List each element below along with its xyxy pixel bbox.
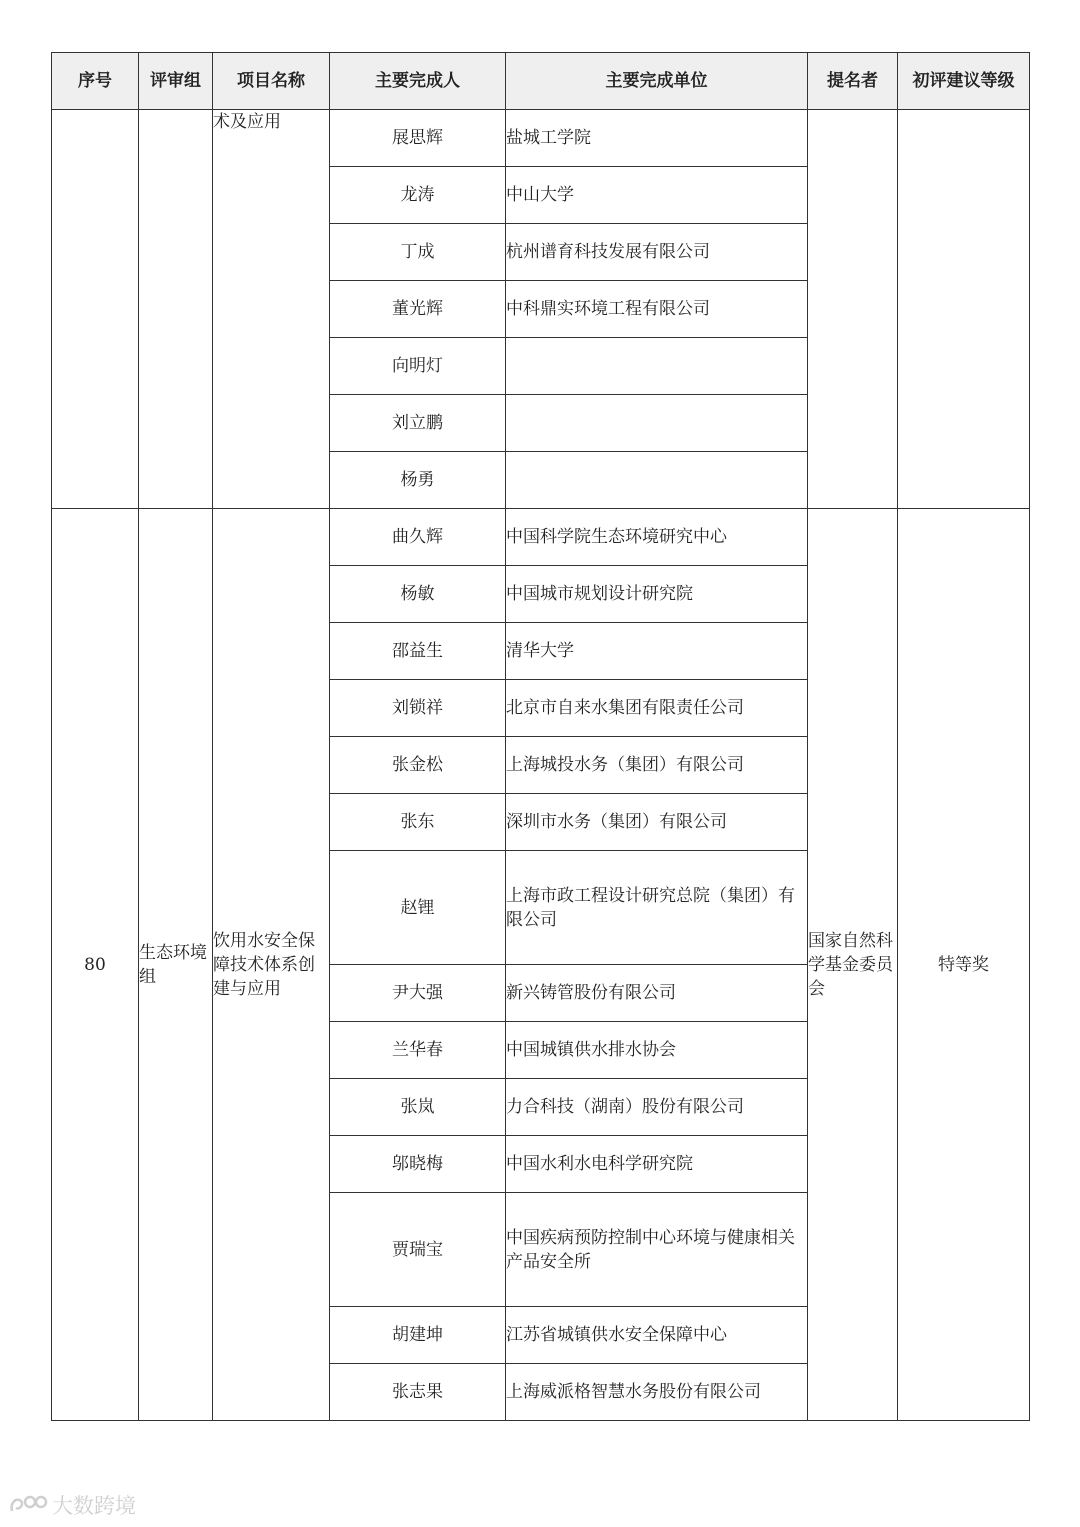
unit-cell: 上海城投水务（集团）有限公司 <box>506 737 808 794</box>
header-unit: 主要完成单位 <box>506 53 808 110</box>
continued-grade-cell <box>898 110 1030 509</box>
entry-group-cell: 生态环境组 <box>139 509 213 1421</box>
header-grade: 初评建议等级 <box>898 53 1030 110</box>
person-cell: 张金松 <box>330 737 506 794</box>
unit-cell <box>506 338 808 395</box>
entry-grade-cell: 特等奖 <box>898 509 1030 1421</box>
person-cell: 杨敏 <box>330 566 506 623</box>
unit-cell: 深圳市水务（集团）有限公司 <box>506 794 808 851</box>
watermark-text: 大数跨境 <box>52 1494 136 1518</box>
watermark <box>8 1490 136 1520</box>
unit-cell: 新兴铸管股份有限公司 <box>506 965 808 1022</box>
unit-cell: 力合科技（湖南）股份有限公司 <box>506 1079 808 1136</box>
header-person: 主要完成人 <box>330 53 506 110</box>
person-cell: 董光辉 <box>330 281 506 338</box>
unit-cell: 清华大学 <box>506 623 808 680</box>
unit-cell: 中国疾病预防控制中心环境与健康相关产品安全所 <box>506 1193 808 1307</box>
entry-project-cell: 饮用水安全保障技术体系创建与应用 <box>213 509 330 1421</box>
unit-cell: 中国城市规划设计研究院 <box>506 566 808 623</box>
continued-nominator-cell <box>808 110 898 509</box>
unit-cell: 杭州谱育科技发展有限公司 <box>506 224 808 281</box>
person-cell: 丁成 <box>330 224 506 281</box>
person-cell: 刘立鹏 <box>330 395 506 452</box>
entry-nominator-cell: 国家自然科学基金委员会 <box>808 509 898 1421</box>
person-cell: 杨勇 <box>330 452 506 509</box>
header-project: 项目名称 <box>213 53 330 110</box>
unit-cell: 上海威派格智慧水务股份有限公司 <box>506 1364 808 1421</box>
unit-cell: 盐城工学院 <box>506 110 808 167</box>
person-cell: 赵锂 <box>330 851 506 965</box>
header-nominator: 提名者 <box>808 53 898 110</box>
table-row <box>52 509 1030 566</box>
person-cell: 尹大强 <box>330 965 506 1022</box>
unit-cell <box>506 395 808 452</box>
continued-project-cell: 术及应用 <box>213 110 330 509</box>
person-cell: 张东 <box>330 794 506 851</box>
unit-cell: 中国城镇供水排水协会 <box>506 1022 808 1079</box>
unit-cell: 中国科学院生态环境研究中心 <box>506 509 808 566</box>
unit-cell <box>506 452 808 509</box>
person-cell: 张岚 <box>330 1079 506 1136</box>
header-no: 序号 <box>52 53 139 110</box>
unit-cell: 中山大学 <box>506 167 808 224</box>
header-group: 评审组 <box>139 53 213 110</box>
person-cell: 邬晓梅 <box>330 1136 506 1193</box>
person-cell: 张志果 <box>330 1364 506 1421</box>
unit-cell: 上海市政工程设计研究总院（集团）有限公司 <box>506 851 808 965</box>
person-cell: 龙涛 <box>330 167 506 224</box>
person-cell: 兰华春 <box>330 1022 506 1079</box>
unit-cell: 北京市自来水集团有限责任公司 <box>506 680 808 737</box>
person-cell: 向明灯 <box>330 338 506 395</box>
unit-cell: 中科鼎实环境工程有限公司 <box>506 281 808 338</box>
continued-no-cell <box>52 110 139 509</box>
person-cell: 胡建坤 <box>330 1307 506 1364</box>
unit-cell: 江苏省城镇供水安全保障中心 <box>506 1307 808 1364</box>
person-cell: 邵益生 <box>330 623 506 680</box>
person-cell: 贾瑞宝 <box>330 1193 506 1307</box>
continued-group-cell <box>139 110 213 509</box>
table-row <box>52 110 1030 167</box>
watermark-logo-icon <box>8 1493 48 1517</box>
header-row <box>52 53 1030 110</box>
award-table <box>51 52 1030 1421</box>
person-cell: 曲久辉 <box>330 509 506 566</box>
entry-no-cell: 80 <box>52 509 139 1421</box>
unit-cell: 中国水利水电科学研究院 <box>506 1136 808 1193</box>
person-cell: 刘锁祥 <box>330 680 506 737</box>
person-cell: 展思辉 <box>330 110 506 167</box>
